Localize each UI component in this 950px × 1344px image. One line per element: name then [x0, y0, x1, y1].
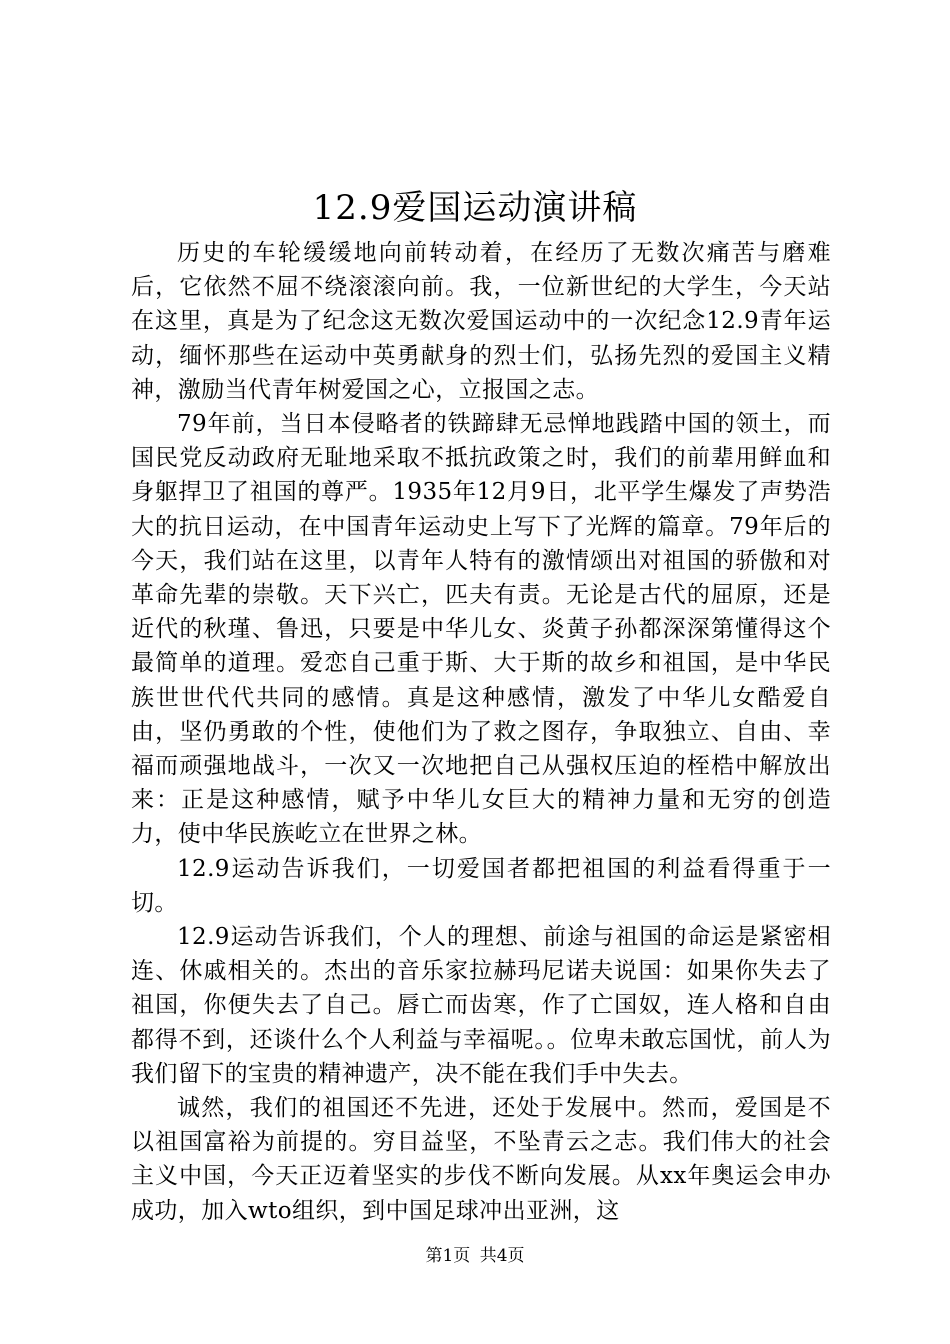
document-body — [131, 236, 831, 1228]
paragraph-1: 历史的车轮缓缓地向前转动着，在经历了无数次痛苦与磨难后，它依然不屈不绕滚滚向前。我，一位新世纪的大学生，今天站在这里，真是为了纪念这无数次爱国运动中的一次纪念12.9青年运动，缅怀那些在运动中英勇献身的烈士们，弘扬先烈的爱国主义精神，激励当代青年树爱国之心，立报国之志。 — [131, 240, 831, 403]
paragraph-5: 诚然，我们的祖国还不先进，还处于发展中。然而，爱国是不以祖国富裕为前提的。穷目益坚，不坠青云之志。我们伟大的社会主义中国，今天正迈着坚实的步伐不断向发展。从xx年奥运会申办成功，加入wto组织，到中国足球冲出亚洲，这 — [131, 1095, 831, 1224]
paragraph-3: 12.9运动告诉我们，一切爱国者都把祖国的利益看得重于一切。 — [131, 855, 831, 916]
paragraph-4: 12.9运动告诉我们，个人的理想、前途与祖国的命运是紧密相连、休戚相关的。杰出的音乐家拉赫玛尼诺夫说国：如果你失去了祖国，你便失去了自己。唇亡而齿寒，作了亡国奴，连人格和自由都得不到，还谈什么个人利益与幸福呢。。位卑未敢忘国忧，前人为我们留下的宝贵的精神遗产，决不能在我们手中失去。 — [131, 924, 831, 1087]
page-total: 共4页 — [479, 1246, 525, 1266]
paragraph-2: 79年前，当日本侵略者的铁蹄肆无忌惮地践踏中国的领土，而国民党反动政府无耻地采取不抵抗政策之时，我们的前辈用鲜血和身躯捍卫了祖国的尊严。1935年12月9日，北平学生爆发了声势浩大的抗日运动，在中国青年运动史上写下了光辉的篇章。79年后的今天，我们站在这里，以青年人特有的激情颂出对祖国的骄傲和对革命先辈的崇敬。天下兴亡，匹夫有责。无论是古代的屈原，还是近代的秋瑾、鲁迅，只要是中华儿女、炎黄子孙都深深第懂得这个最简单的道理。爱恋自己重于斯、大于斯的故乡和祖国，是中华民族世世代代共同的感情。真是这种感情，激发了中华儿女酷爱自由，坚仍勇敢的个性，使他们为了救之图存，争取独立、自由、幸福而顽强地战斗，一次又一次地把自己从强权压迫的桎梏中解放出来：正是这种感情，赋予中华儿女巨大的精神力量和无穷的创造力，使中华民族屹立在世界之林。 — [131, 411, 831, 848]
page-footer — [0, 1244, 950, 1268]
document-title: 12.9爱国运动演讲稿 — [312, 188, 638, 228]
page-number: 第1页 — [425, 1246, 471, 1266]
